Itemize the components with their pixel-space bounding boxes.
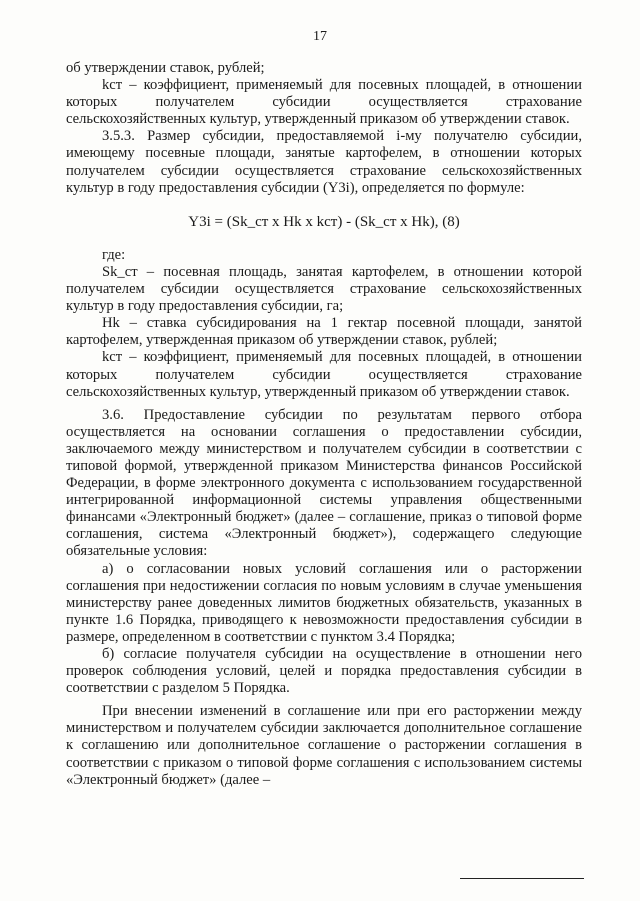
paragraph: kст – коэффициент, применяемый для посевных площадей, в отношении которых получателем субсидии осуществляется страхование сельскохозяйственных культур, утвержденный приказом об утверждении ставок. <box>66 77 582 128</box>
paragraph: 3.5.3. Размер субсидии, предоставляемой i-му получателю субсидии, имеющему посевные площади, занятые картофелем, в отношении которых получателем субсидии осуществляется страхование сельскохозяйственных культур в году предоставления субсидии (Y3i), определяется по формуле: <box>66 128 582 196</box>
page-number: 17 <box>313 29 327 44</box>
paragraph: При внесении изменений в соглашение или при его расторжении между министерством и получателем субсидии заключается дополнительное соглашение к соглашению или дополнительное соглашение о расторжении соглашения в соответствии с приказом о типовой форме соглашения с использованием системы «Электронный бюджет» (далее – <box>66 703 582 788</box>
paragraph: Sk_ст – посевная площадь, занятая картофелем, в отношении которой получателем субсидии осуществляется страхование сельскохозяйственных культур в году предоставления субсидии, га; <box>66 263 582 315</box>
paragraph: об утверждении ставок, рублей; <box>66 60 265 76</box>
paragraph: где: <box>102 246 126 263</box>
paragraph: Hk – ставка субсидирования на 1 гектар посевной площади, занятой картофелем, утвержденная приказом об утверждении ставок, рублей; <box>66 315 582 349</box>
list-item: а) о согласовании новых условий соглашения или о расторжении соглашения при недостижении согласия по новым условиям в случае уменьшения министерству ранее доведенных лимитов бюджетных обязательств, указанных в пункте 1.6 Порядка, приводящего к невозможности предоставления субсидии в размере, определенном в соответствии с пунктом 3.4 Порядка; <box>66 560 582 645</box>
document-body <box>66 60 582 789</box>
list-item: б) согласие получателя субсидии на осуществление в отношении него проверок соблюдения условий, целей и порядка предоставления субсидии в соответствии с разделом 5 Порядка. <box>66 646 582 697</box>
footer-divider <box>460 878 584 879</box>
paragraph: 3.6. Предоставление субсидии по результатам первого отбора осуществляется на основании соглашения о предоставлении субсидии, заключаемого между министерством и получателем субсидии в соответствии с типовой формой, утвержденной приказом Министерства финансов Российской Федерации, в форме электронного документа с использованием государственной интегрированной информационной системы управления общественными финансами «Электронный бюджет» (далее – соглашение, приказ о типовой форме соглашения, система «Электронный бюджет»), содержащего следующие обязательные условия: <box>66 406 582 560</box>
formula: Y3i = (Sk_ст x Hk x kст) - (Sk_ст x Hk), (8) <box>188 213 460 230</box>
paragraph: kст – коэффициент, применяемый для посевных площадей, в отношении которых получателем субсидии осуществляется страхование сельскохозяйственных культур, утвержденный приказом об утверждении ставок. <box>66 349 582 400</box>
